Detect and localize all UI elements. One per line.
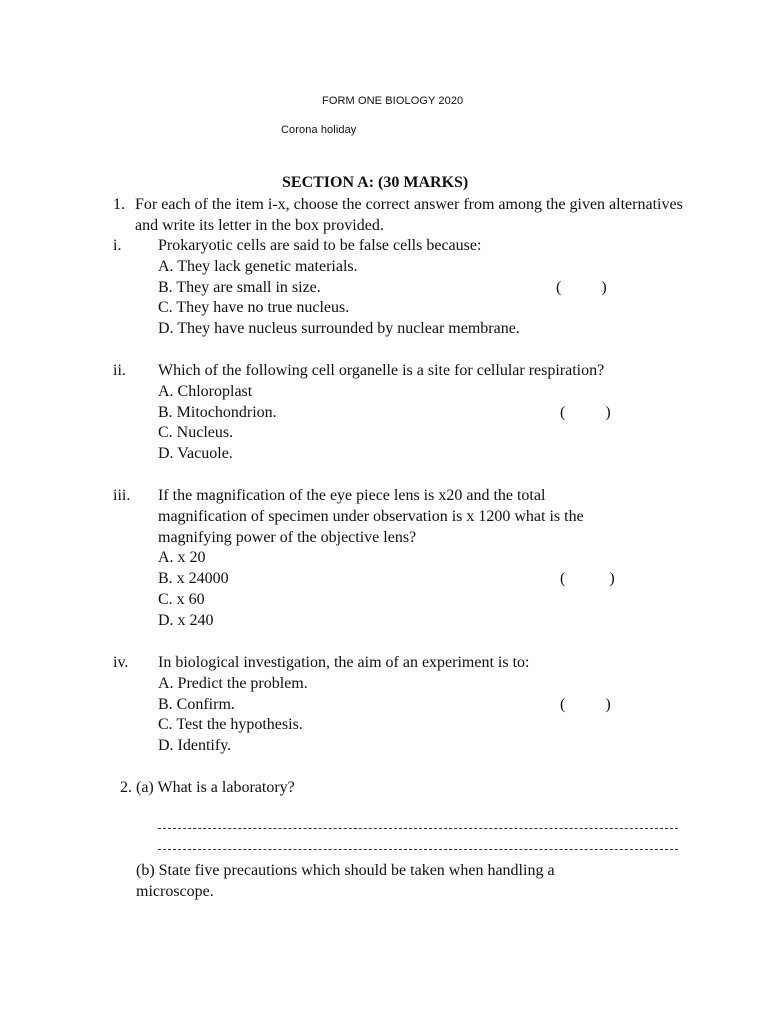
item-stem: Which of the following cell organelle is a site for cellular respiration? <box>158 362 605 379</box>
option-a: A. Chloroplast <box>158 382 253 400</box>
option-d: D. Vacuole. <box>158 445 233 463</box>
item-stem: In biological investigation, the aim of an experiment is to: <box>158 654 530 671</box>
item-stem-line-1: If the magnification of the eye piece lens is x20 and the total <box>158 487 546 504</box>
question-1-number: 1. <box>113 196 125 213</box>
option-d: D. Identify. <box>158 737 232 755</box>
question-2a: 2. (a) What is a laboratory? <box>120 779 295 796</box>
option-c: C. Test the hypothesis. <box>158 716 303 734</box>
item-stem-line-2: magnification of specimen under observation is x 1200 what is the <box>158 507 584 525</box>
question-2b: (b) State five precautions which should be taken when handling a microscope. <box>136 862 555 900</box>
item-numeral: iv. <box>113 654 129 671</box>
option-c: C. x 60 <box>158 590 205 608</box>
document-subtitle: Corona holiday <box>281 124 357 136</box>
item-stem-line-3: magnifying power of the objective lens? <box>158 528 417 546</box>
option-a: A. x 20 <box>158 549 206 567</box>
answer-line-1[interactable] <box>158 828 678 829</box>
option-a: A. They lack genetic materials. <box>158 257 358 275</box>
option-d: D. x 240 <box>158 611 214 629</box>
answer-box[interactable]: ( ) <box>560 695 611 713</box>
document-title: FORM ONE BIOLOGY 2020 <box>322 95 464 107</box>
option-c: C. Nucleus. <box>158 424 234 442</box>
item-numeral: i. <box>113 237 122 254</box>
option-c: C. They have no true nucleus. <box>158 299 350 317</box>
option-b: B. Mitochondrion. <box>158 403 277 421</box>
option-b: B. Confirm. <box>158 695 235 713</box>
option-a: A. Predict the problem. <box>158 674 308 692</box>
section-heading: SECTION A: (30 MARKS) <box>282 174 469 191</box>
answer-line-2[interactable] <box>158 849 678 850</box>
answer-box[interactable]: ( ) <box>560 570 615 588</box>
item-stem: Prokaryotic cells are said to be false cells because: <box>158 237 482 254</box>
item-numeral: iii. <box>113 487 131 504</box>
item-body <box>158 486 678 632</box>
answer-box[interactable]: ( ) <box>560 403 611 421</box>
answer-box[interactable]: ( ) <box>556 278 607 296</box>
option-b: B. x 24000 <box>158 570 229 588</box>
item-numeral: ii. <box>113 362 126 379</box>
question-1-instruction: For each of the item i-x, choose the correct answer from among the given alternatives and write its letter in the box provided. <box>135 196 683 234</box>
option-d: D. They have nucleus surrounded by nuclear membrane. <box>158 320 520 338</box>
option-b: B. They are small in size. <box>158 278 321 296</box>
